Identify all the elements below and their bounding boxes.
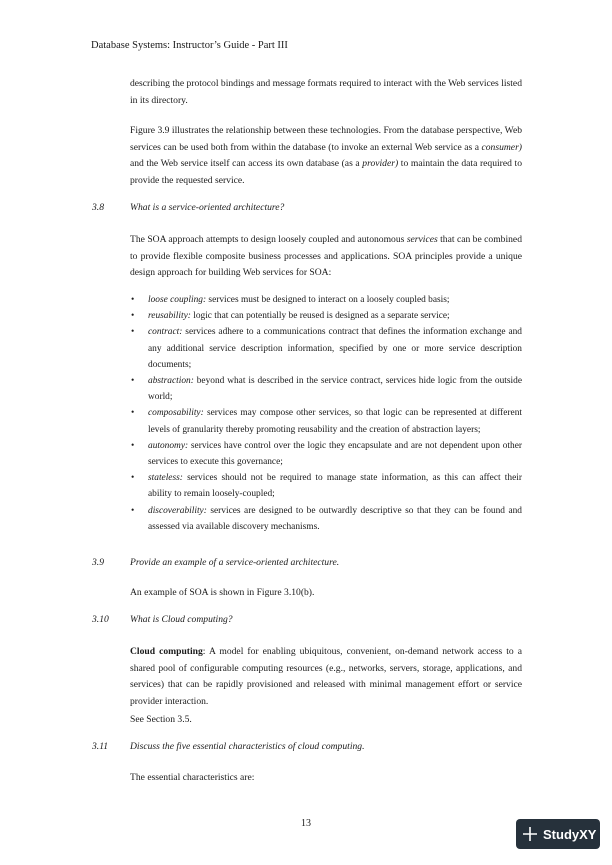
paragraph-uddi: describing the protocol bindings and message formats required to interact with the Web services listed in its directory. [130,78,522,106]
question-text: What is a service-oriented architecture? [130,202,285,213]
bullet-icon: • [131,408,135,419]
term-services: services [406,234,438,245]
principle-term: loose coupling: [148,295,207,305]
principle-text: services must be designed to interact on a loosely coupled basis; [206,295,450,305]
bullet-icon: • [131,440,135,451]
plus-icon [522,826,538,842]
logo-text: StudyXY [543,826,597,842]
see-section-text: See Section 3.5. [130,714,192,725]
question-number: 3.11 [92,741,109,752]
text: Figure 3.9 illustrates the relationship between these technologies. From the database perspective, Web services can be used both from within the database (to invoke an external Web service as a [130,125,522,153]
principle-term: autonomy: [148,440,189,451]
paragraph-soa-intro [130,232,522,282]
answer-text: The essential characteristics are: [130,772,255,783]
question-text: What is Cloud computing? [130,614,233,625]
bullet-icon: • [131,505,135,516]
bullet-icon: • [131,295,135,305]
principle-text: services may compose other services, so that logic can be represented at different levels of granularity thereby promoting reusability and the creation of abstraction layers; [148,408,522,435]
list-item [130,292,522,308]
principle-text: logic that can potentially be reused is designed as a separate service; [190,311,450,322]
principle-term: abstraction: [148,376,194,387]
list-item [130,470,522,502]
question-number: 3.8 [92,202,104,213]
principle-term: reusability: [148,311,191,322]
question-text: Provide an example of a service-oriented architecture. [130,557,340,568]
question-number: 3.9 [92,557,104,568]
paragraph-figure-3-9 [130,123,522,189]
principle-text: beyond what is described in the service contract, services hide logic from the outside world; [148,376,522,403]
bullet-icon: • [131,473,135,484]
term-cloud-computing: Cloud computing [130,646,203,657]
principle-term: discoverability: [148,505,207,516]
term-consumer: consumer) [481,141,522,153]
bullet-icon: • [131,327,135,338]
text: to maintain the data required to provide the requested service. [130,158,522,186]
list-item [130,324,522,373]
list-item [130,373,522,405]
principle-text: services have control over the logic they encapsulate and are not dependent upon other services to execute this governance; [148,440,522,468]
list-item [130,438,522,470]
text: that can be combined to provide flexible composite business processes and applications. SOA principles provide a unique design approach for building Web services for SOA: [130,234,522,279]
principle-term: contract: [148,327,183,338]
term-provider: provider) [362,158,399,170]
text: and the Web service itself can access its own database (as a [130,158,363,170]
bullet-icon: • [131,311,135,322]
page-number: 13 [301,818,311,829]
page-header: Database Systems: Instructor’s Guide - Part III [91,40,288,51]
list-item [130,405,522,437]
list-item [130,503,522,535]
bullet-icon: • [131,376,135,387]
soa-principles-list [130,292,522,535]
text: : A model for enabling ubiquitous, convenient, on-demand network access to a shared pool of configurable computing resources (e.g., networks, servers, storage, applications, and services) that can be rapidly provisioned and released with minimal management effort or service provider interaction. [130,646,522,707]
principle-text: services should not be required to manage state information, as this can affect their ability to remain loosely-coupled; [148,473,522,500]
principle-term: composability: [148,408,204,419]
list-item [130,308,522,324]
paragraph-cloud-definition [130,644,522,710]
studyxy-logo[interactable] [516,819,600,849]
principle-text: services adhere to a communications contract that defines the information exchange and any additional service description information, specified by one or more service description documents; [148,327,522,370]
principle-term: stateless: [148,473,183,484]
question-number: 3.10 [92,614,109,625]
question-text: Discuss the five essential characteristics of cloud computing. [130,741,365,752]
principle-text: services are designed to be outwardly descriptive so that they can be found and assessed via available discovery mechanisms. [148,505,522,532]
text: The SOA approach attempts to design loosely coupled and autonomous [130,234,407,245]
answer-text: An example of SOA is shown in Figure 3.10(b). [130,587,315,598]
